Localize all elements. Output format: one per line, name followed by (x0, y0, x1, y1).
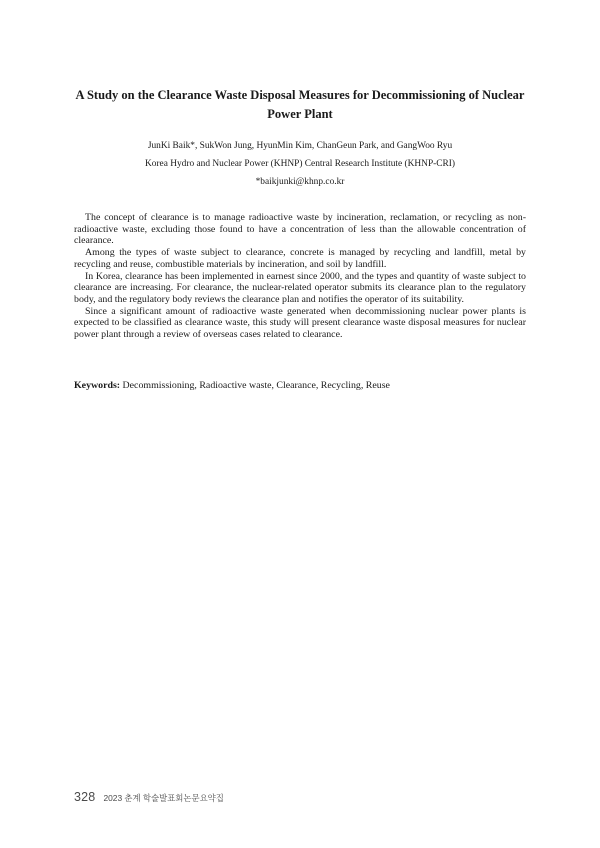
abstract-paragraph: Among the types of waste subject to clearance, concrete is managed by recycling and landfill, metal by recycling and reuse, combustible materials by incineration, and soil by landfill. (74, 247, 526, 270)
abstract (74, 212, 526, 341)
abstract-paragraph: The concept of clearance is to manage radioactive waste by incineration, reclamation, or recycling as non-radioactive waste, excluding those found to have a concentration of less than the allowable concentration of clearance. (74, 212, 526, 247)
page-footer (74, 790, 224, 804)
paper-title: A Study on the Clearance Waste Disposal Measures for Decommissioning of Nuclear Power Plant (75, 88, 525, 121)
page-number: 328 (74, 790, 96, 804)
keywords (74, 380, 526, 392)
keywords-label: Keywords: (74, 380, 121, 391)
paper-affiliation: Korea Hydro and Nuclear Power (KHNP) Central Research Institute (KHNP-CRI) (144, 159, 456, 169)
paper-authors: JunKi Baik*, SukWon Jung, HyunMin Kim, ChanGeun Park, and GangWoo Ryu (147, 141, 453, 151)
author-email: *baikjunki@khnp.co.kr (255, 177, 345, 187)
keywords-list: Decommissioning, Radioactive waste, Clearance, Recycling, Reuse (122, 380, 390, 391)
abstract-paragraph: In Korea, clearance has been implemented in earnest since 2000, and the types and quantity of waste subject to clearance are increasing. For clearance, the nuclear-related operator submits its clearance plan to the regulatory body, and the regulatory body reviews the clearance plan and notifies the operator of its suitability. (74, 270, 526, 305)
proceedings-name: 2023 춘계 학술발표회논문요약집 (103, 793, 224, 803)
abstract-paragraph: Since a significant amount of radioactive waste generated when decommissioning nuclear power plants is expected to be classified as clearance waste, this study will present clearance waste disposal measures for nuclear power plant through a review of overseas cases related to clearance. (74, 305, 526, 341)
